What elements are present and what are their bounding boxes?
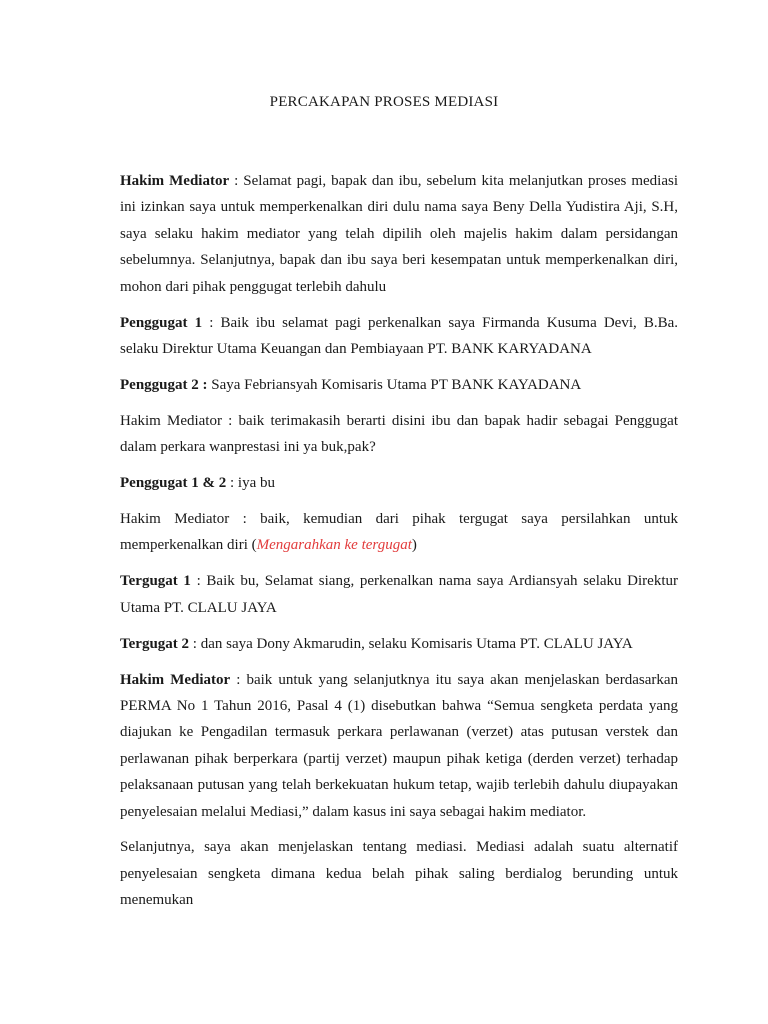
- separator: :: [189, 635, 201, 652]
- paragraph-text: Baik bu, Selamat siang, perkenalkan nama saya Ardiansyah selaku Direktur Utama PT. CLALU JAYA: [120, 573, 679, 616]
- paragraph-text: dan saya Dony Akmarudin, selaku Komisaris Utama PT. CLALU JAYA: [200, 635, 633, 652]
- separator: :: [230, 671, 247, 688]
- paragraph-text: Hakim Mediator : baik terimakasih berarti disini ibu dan bapak hadir sebagai Penggugat dalam perkara wanprestasi ini ya buk,pak?: [120, 412, 678, 456]
- paragraph-text: Saya Febriansyah Komisaris Utama PT BANK KAYADANA: [211, 376, 582, 393]
- separator: :: [229, 173, 244, 189]
- paragraph-tergugat-1: [120, 568, 678, 621]
- stage-direction-note: Mengarahkan ke tergugat: [256, 537, 412, 554]
- speaker-label: Hakim Mediator: [120, 173, 230, 189]
- paragraph-penggugat-both: [120, 470, 678, 496]
- paragraph-text: baik untuk yang selanjutknya itu saya akan menjelaskan berdasarkan PERMA No 1 Tahun 2016, Pasal 4 (1) disebutkan bahwa “Semua sengketa perdata yang diajukan ke Pengadilan termasuk perkara perlawanan (verzet) atas putusan verstek dan perlawanan pihak berperkara (partij verzet) maupun pihak ketiga (derden verzet) terhadap pelaksanaan putusan yang telah berkekuatan hukum tetap, wajib terlebih dahulu diupayakan penyelesaian melalui Mediasi,” dalam kasus ini saya sebagai hakim mediator.: [120, 671, 679, 820]
- speaker-label: Tergugat 1: [120, 573, 191, 590]
- paragraph-text: Hakim Mediator : baik, kemudian dari pihak tergugat saya persilahkan untuk memperkenalkan diri (: [120, 510, 678, 554]
- separator: :: [202, 314, 221, 331]
- paragraph-tergugat-2: [120, 631, 678, 657]
- separator: :: [190, 573, 207, 590]
- paragraph-penggugat-2: [120, 372, 678, 398]
- paragraph-text-after: ): [411, 537, 417, 554]
- document-title: PERCAKAPAN PROSES MEDIASI: [269, 94, 499, 110]
- paragraph-hakim-intro: [120, 168, 678, 300]
- paragraph-penggugat-1: [120, 310, 678, 363]
- document-body: [120, 168, 678, 923]
- paragraph-text: Selamat pagi, bapak dan ibu, sebelum kita melanjutkan proses mediasi ini izinkan saya untuk memperkenalkan diri dulu nama saya Beny Della Yudistira Aji, S.H, saya selaku hakim mediator yang telah dipilih oleh majelis hakim dalam persidangan sebelumnya. Selanjutnya, bapak dan ibu saya beri kesempatan untuk memperkenalkan diri, mohon dari pihak penggugat terlebih dahulu: [120, 173, 679, 295]
- speaker-label: Hakim Mediator: [120, 671, 231, 688]
- paragraph-text: Selanjutnya, saya akan menjelaskan tentang mediasi. Mediasi adalah suatu alternatif penyelesaian sengketa dimana kedua belah pihak saling berdialog berunding untuk menemukan: [120, 839, 678, 909]
- paragraph-text: iya bu: [237, 475, 275, 492]
- speaker-label: Penggugat 2 :: [120, 376, 208, 393]
- paragraph-mediasi-explanation: [120, 834, 678, 913]
- speaker-label: Tergugat 2: [120, 635, 190, 652]
- separator: :: [226, 475, 238, 492]
- paragraph-hakim-tergugat: [120, 506, 678, 559]
- speaker-label: Penggugat 1 & 2: [120, 475, 227, 492]
- paragraph-hakim-perma: [120, 667, 678, 825]
- paragraph-text: Baik ibu selamat pagi perkenalkan saya Firmanda Kusuma Devi, B.Ba. selaku Direktur Utama Keuangan dan Pembiayaan PT. BANK KARYADANA: [120, 314, 679, 357]
- paragraph-hakim-confirm: [120, 408, 678, 461]
- speaker-label: Penggugat 1: [120, 314, 203, 331]
